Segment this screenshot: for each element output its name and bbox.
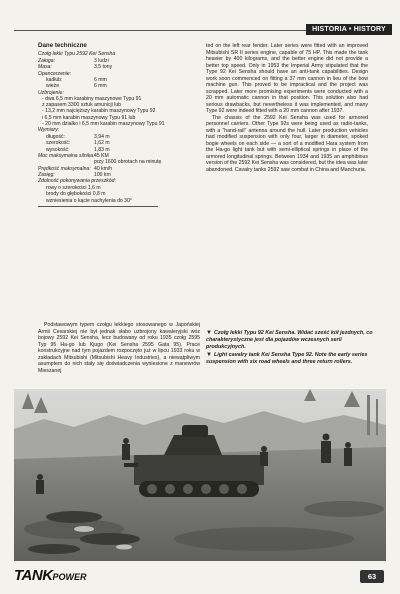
- polish-paragraph: Podstawowym typem czołgu lekkiego stosowanego w Japońskiej Armii Cesarskiej nie był jednak słabo uzbrojony kawaleryjski wóz bojowy 2592 Kei Sensha, lecz budowany od roku 1935 czołg 2595 Typ 95 Ha-go lub Kjugo (Kei Sensha 2595 Gata 95). Prace konstrukcyjne nad tym pojazdem rozpoczęto już w lipcu 1933 roku w zakładach Mitsubishi (Mitsubishi Heavy Industries), a niewątpliwym asumptem do nich stały się doświadczenia wyniesione z manewrów Mieszanej: [38, 322, 200, 374]
- spec-row: Uzbrojenie:: [38, 89, 64, 96]
- specs-model: Czołg lekki Typu 2592 Kei Sensha: [38, 51, 116, 58]
- spec-power: Moc maksymalna silnika: 45 KM: [38, 153, 109, 160]
- english-body-text: [206, 43, 368, 173]
- triangle-icon: ▼: [206, 330, 212, 336]
- ability-label: Zdolność pokonywania przeszkód:: [38, 178, 116, 185]
- spec-row: Załoga: 3 ludzi: [38, 58, 109, 65]
- specs-rule: [38, 206, 158, 207]
- page-number: 63: [360, 570, 384, 583]
- spec-row: Opancerzenie:: [38, 70, 72, 77]
- spec-power-rpm: przy 1600 obrotach na minutę: [94, 159, 162, 166]
- weapon-line: z zapasem 3300 sztuk amunicji lub: [42, 102, 121, 109]
- caption-english: ▼ Light cavalry tank Kei Sensha Type 92. Note the early series suspension with six road wheels and three return rollers.: [206, 352, 368, 365]
- section-label: HISTORIA • HISTORY: [306, 24, 392, 35]
- ability-line: rowy o szerokości 1,6 m: [46, 185, 101, 192]
- spec-speed: Prędkość maksymalna: 40 km/h: [38, 165, 113, 172]
- spec-range: Zasięg: 100 km: [38, 171, 111, 178]
- dimension-row: szerokość: 1,62 m: [46, 140, 110, 147]
- dimension-row: długość: 3,94 m: [46, 134, 110, 141]
- magazine-logo: TANKPOWER: [14, 567, 87, 584]
- weapon-line: - 20 mm działko i 6,5 mm karabin maszynowy Typu 91: [42, 121, 165, 128]
- ability-list: [38, 185, 200, 204]
- spec-row: wieże 6 mm: [46, 83, 107, 90]
- specs-title: Dane techniczne: [38, 42, 87, 49]
- weapon-line: - 13,2 mm najcięższy karabin maszynowy Typu 92: [42, 108, 156, 115]
- dims-list: [38, 134, 200, 153]
- ability-line: wzniesienia o kącie nachylenia do 30°: [46, 197, 132, 204]
- spec-rows: [38, 58, 200, 96]
- spec-row: kadłub: 6 mm: [46, 76, 107, 83]
- weapon-line: i 6,5 mm karabin maszynowy Typu 91 lub: [42, 114, 136, 121]
- tank-photo: [14, 389, 386, 561]
- header-rule: [14, 30, 330, 31]
- caption-polish: ▼ Czołg lekki Typu 92 Kei Sensha. Widać sześć kół jezdnych, co charakterystyczne jest dla pojazdów wczesnych serii produkcyjnych.: [206, 330, 373, 350]
- spec-row: Masa: 3,5 tony: [38, 64, 113, 71]
- weapon-line: - dwa 6,5 mm karabiny maszynowe Typu 91: [42, 95, 142, 102]
- english-paragraph-2: The chassis of the 2592 Kei Sensha was used for armored personnel carriers. Other Type 92s were being used as radio-tanks, with a "hand-rail" antenna around the hull. Later production vehicles had modified suspension with only four, larger in diameter, spoked bogie wheels on each side — a sort of a modified Hara system from the Ha-go light tank but with semi-elliptical springs in place of the armored longitudinal springs. Between 1934 and 1935 an amphibious version of the 2592 Kei Sensha was considered, but the idea was later abandoned. Cavalry tanks 2592 saw combat in China and Manchuria.: [206, 114, 368, 173]
- dimension-row: wysokość: 1,83 m: [46, 146, 110, 153]
- ability-line: brody do głębokości 0,8 m: [46, 191, 106, 198]
- english-paragraph-1: ted on the left rear fender. Later series were fitted with an improved Mitsubishi SR II series engine, capable of 75 HP. This made the tank heavier by 400 kilograms, and the better engine did not provide a better top speed. Only in 1953 the Imperial Army stipulated that the Type 92 Kei Sensha should have an anti-tank capabilities. Design work soon commenced on fitting a 37 mm cannon in lieu of the bow machine gun. This proved to be impractical and the project was scrapped. Later more promising experiments were conducted with a 20 mm automatic cannon in that position. This solution also had serious drawbacks, but nevertheless it was implemented, and many Type 92 were indeed fitted with a 20 mm cannon after 1937.: [206, 43, 368, 114]
- dims-label: Wymiary:: [38, 127, 60, 134]
- weapons-list: [38, 96, 200, 127]
- triangle-icon: ▼: [206, 352, 212, 358]
- polish-body-text: [38, 322, 200, 374]
- technical-data: [38, 43, 200, 209]
